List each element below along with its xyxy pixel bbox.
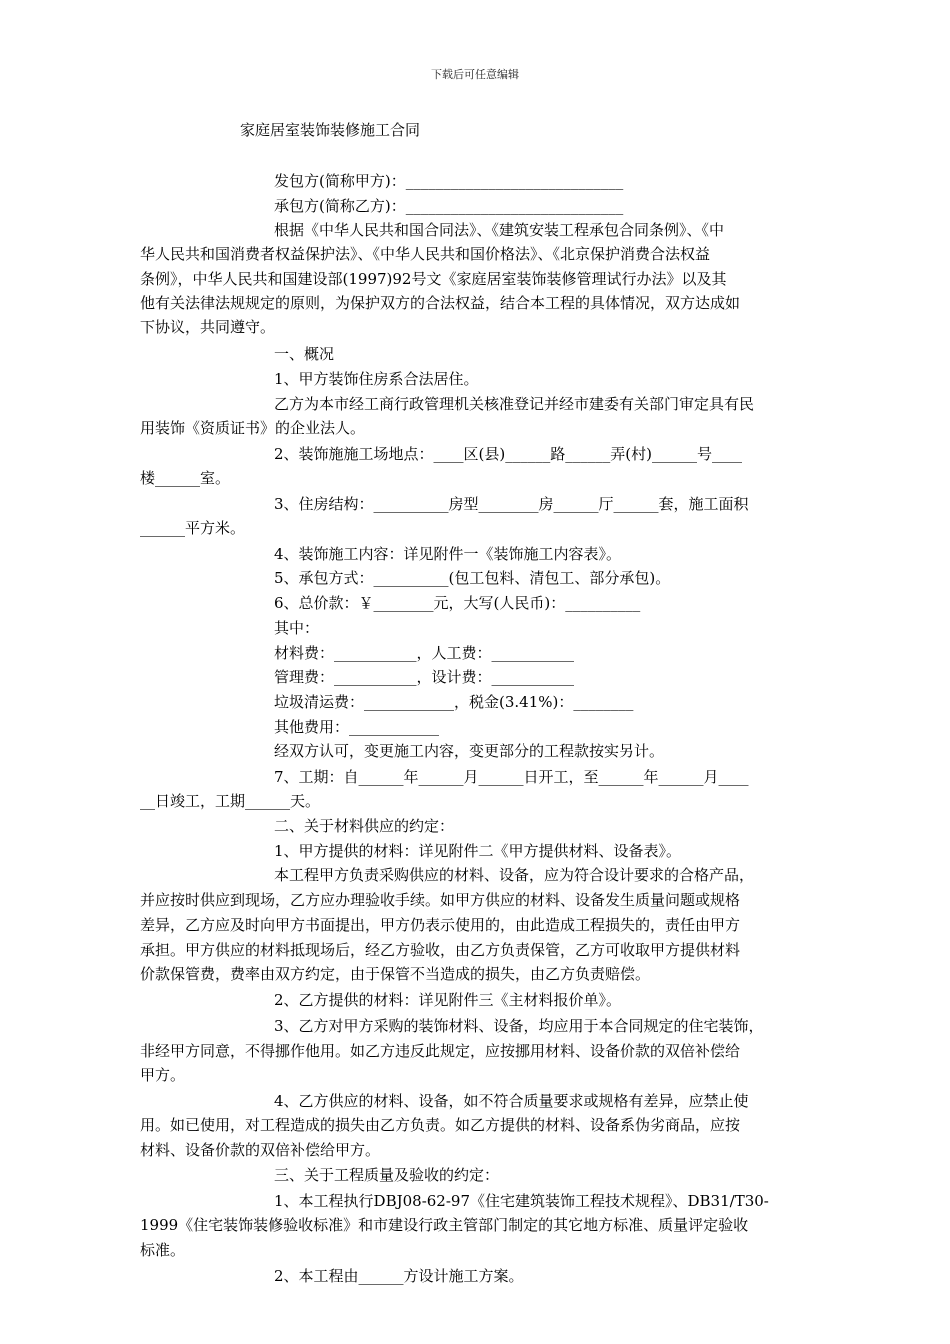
- page-header: 下载后可任意编辑: [431, 68, 519, 81]
- text-line: 发包方(简称甲方)：_____________________________: [274, 172, 624, 190]
- section-heading: 二、关于材料供应的约定：: [274, 817, 455, 835]
- text-line: 垃圾清运费：____________，税金(3.41%)：________: [274, 693, 634, 711]
- text-line: 用。如已使用，对工程造成的损失由乙方负责。如乙方提供的材料、设备系伪劣商品，应按: [140, 1116, 741, 1134]
- text-line: 差异，乙方应及时向甲方书面提出，甲方仍表示使用的，由此造成工程损失的，责任由甲方: [140, 916, 741, 934]
- text-line: 其他费用：____________: [274, 718, 440, 736]
- text-line: 3、住房结构：__________房型________房______厅______套，施工面积: [274, 495, 749, 513]
- text-line: 下协议，共同遵守。: [140, 318, 276, 336]
- text-line: 1、甲方提供的材料：详见附件二《甲方提供材料、设备表》。: [274, 842, 682, 860]
- text-line: 用装饰《资质证书》的企业法人。: [140, 419, 366, 437]
- text-line: 7、工期：自______年______月______日开工，至______年______月____: [274, 768, 749, 786]
- text-line: 条例》，中华人民共和国建设部(1997)92号文《家庭居室装饰装修管理试行办法》以及其: [140, 270, 727, 288]
- text-line: 6、总价款：￥________元，大写(人民币)：__________: [274, 594, 641, 612]
- text-line: 其中：: [274, 619, 320, 637]
- section-heading: 三、关于工程质量及验收的约定：: [274, 1166, 500, 1184]
- text-line: 1、本工程执行DBJ08-62-97《住宅建筑装饰工程技术规程》、DB31/T30-: [274, 1192, 769, 1210]
- text-line: 本工程甲方负责采购供应的材料、设备，应为符合设计要求的合格产品，: [274, 866, 755, 884]
- text-line: 1999《住宅装饰装修验收标准》和市建设行政主管部门制定的其它地方标准、质量评定验收: [140, 1216, 749, 1234]
- text-line: 3、乙方对甲方采购的装饰材料、设备，均应用于本合同规定的住宅装饰，: [274, 1017, 764, 1035]
- text-line: 材料、设备价款的双倍补偿给甲方。: [140, 1141, 381, 1159]
- text-line: ______平方米。: [140, 519, 246, 537]
- text-line: 2、乙方提供的材料：详见附件三《主材料报价单》。: [274, 991, 622, 1009]
- document-title: 家庭居室装饰装修施工合同: [240, 121, 421, 139]
- section-heading: 一、概况: [274, 345, 335, 363]
- text-line: 价款保管费，费率由双方约定，由于保管不当造成的损失，由乙方负责赔偿。: [140, 965, 651, 983]
- text-line: 标准。: [140, 1241, 186, 1259]
- text-line: 甲方。: [140, 1066, 186, 1084]
- text-line: 承担。甲方供应的材料抵现场后，经乙方验收，由乙方负责保管，乙方可收取甲方提供材料: [140, 941, 741, 959]
- text-line: 楼______室。: [140, 469, 231, 487]
- text-line: 乙方为本市经工商行政管理机关核准登记并经市建委有关部门审定具有民: [274, 395, 755, 413]
- text-line: 非经甲方同意，不得挪作他用。如乙方违反此规定，应按挪用材料、设备价款的双倍补偿给: [140, 1042, 741, 1060]
- text-line: 根据《中华人民共和国合同法》、《建筑安装工程承包合同条例》、《中: [274, 221, 725, 239]
- text-line: 4、乙方供应的材料、设备，如不符合质量要求或规格有差异，应禁止使: [274, 1092, 749, 1110]
- text-line: 并应按时供应到现场，乙方应办理验收手续。如甲方供应的材料、设备发生质量问题或规格: [140, 891, 741, 909]
- text-line: 承包方(简称乙方)：_____________________________: [274, 197, 624, 215]
- text-line: 2、装饰施施工场地点：____区(县)______路______弄(村)______号____: [274, 445, 742, 463]
- text-line: 华人民共和国消费者权益保护法》、《中华人民共和国价格法》、《北京保护消费合法权益: [140, 245, 711, 263]
- text-line: 管理费：___________，设计费：___________: [274, 668, 575, 686]
- text-line: 他有关法律法规规定的原则，为保护双方的合法权益，结合本工程的具体情况，双方达成如: [140, 294, 741, 312]
- text-line: 5、承包方式：__________(包工包料、清包工、部分承包)。: [274, 569, 671, 587]
- text-line: 4、装饰施工内容：详见附件一《装饰施工内容表》。: [274, 545, 622, 563]
- text-line: 2、本工程由______方设计施工方案。: [274, 1267, 524, 1285]
- text-line: 材料费：___________，人工费：___________: [274, 644, 575, 662]
- text-line: __日竣工，工期______天。: [140, 792, 321, 810]
- text-line: 1、甲方装饰住房系合法居住。: [274, 370, 479, 388]
- text-line: 经双方认可，变更施工内容，变更部分的工程款按实另计。: [274, 742, 665, 760]
